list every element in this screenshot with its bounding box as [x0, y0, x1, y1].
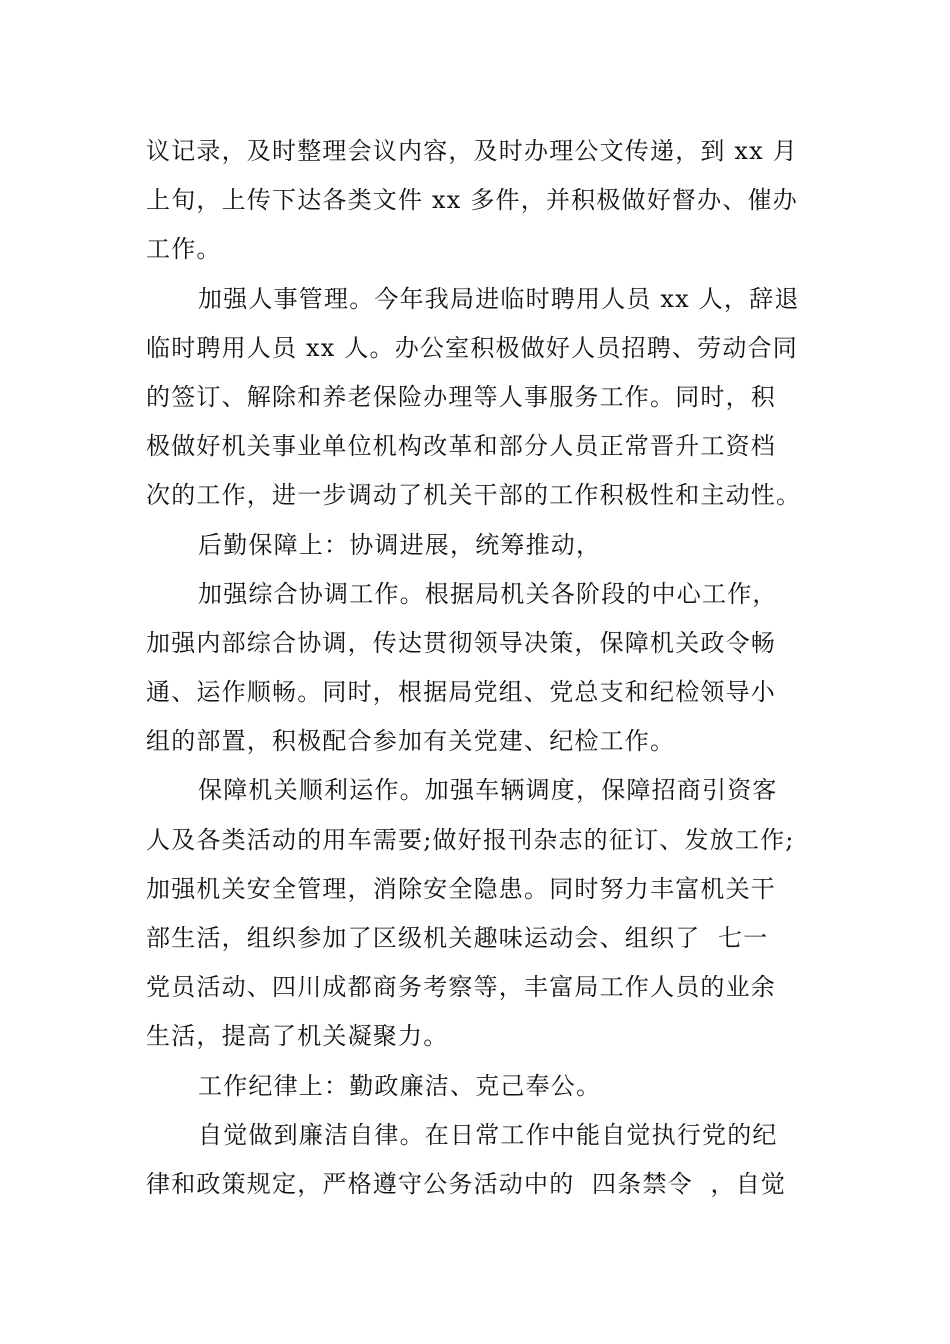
text-line: 人及各类活动的用车需要;做好报刊杂志的征订、发放工作;: [146, 825, 795, 854]
text-line: 极做好机关事业单位机构改革和部分人员正常晋升工资档: [146, 432, 776, 461]
text-line: 的签订、解除和养老保险办理等人事服务工作。同时，积: [146, 382, 776, 411]
document-body: [146, 127, 812, 1209]
text-line: 生活，提高了机关凝聚力。: [146, 1022, 449, 1051]
paragraph-start-line: 自觉做到廉洁自律。在日常工作中能自觉执行党的纪: [198, 1120, 778, 1149]
section-heading-line: 后勤保障上：协调进展，统筹推动，: [198, 530, 602, 559]
paragraph-start-line: 保障机关顺利运作。加强车辆调度，保障招商引资客: [198, 776, 778, 805]
text-line: 律和政策规定，严格遵守公务活动中的 四条禁令 ，自觉: [146, 1169, 787, 1198]
text-line: 临时聘用人员 xx 人。办公室积极做好人员招聘、劳动合同: [146, 333, 798, 362]
text-line: 通、运作顺畅。同时，根据局党组、党总支和纪检领导小: [146, 678, 776, 707]
text-line: 工作。: [146, 235, 222, 264]
text-line: 议记录，及时整理会议内容，及时办理公文传递，到 xx 月: [146, 137, 798, 165]
text-line: 加强机关安全管理，消除安全隐患。同时努力丰富机关干: [146, 874, 776, 903]
paragraph-start-line: 加强综合协调工作。根据局机关各阶段的中心工作，: [198, 579, 778, 608]
text-line: 加强内部综合协调，传达贯彻领导决策，保障机关政令畅: [146, 628, 776, 657]
text-line: 部生活，组织参加了区级机关趣味运动会、组织了 七一: [146, 924, 769, 952]
paragraph-start-line: 加强人事管理。今年我局进临时聘用人员 xx 人，辞退: [198, 284, 800, 313]
text-line: 次的工作，进一步调动了机关干部的工作积极性和主动性。: [146, 481, 802, 510]
text-line: 上旬，上传下达各类文件 xx 多件，并积极做好督办、催办: [146, 186, 798, 215]
text-line: 党员活动、四川成都商务考察等，丰富局工作人员的业余: [146, 973, 776, 1002]
text-line: 组的部置，积极配合参加有关党建、纪检工作。: [146, 727, 676, 756]
section-heading-line: 工作纪律上：勤政廉洁、克己奉公。: [198, 1071, 602, 1100]
